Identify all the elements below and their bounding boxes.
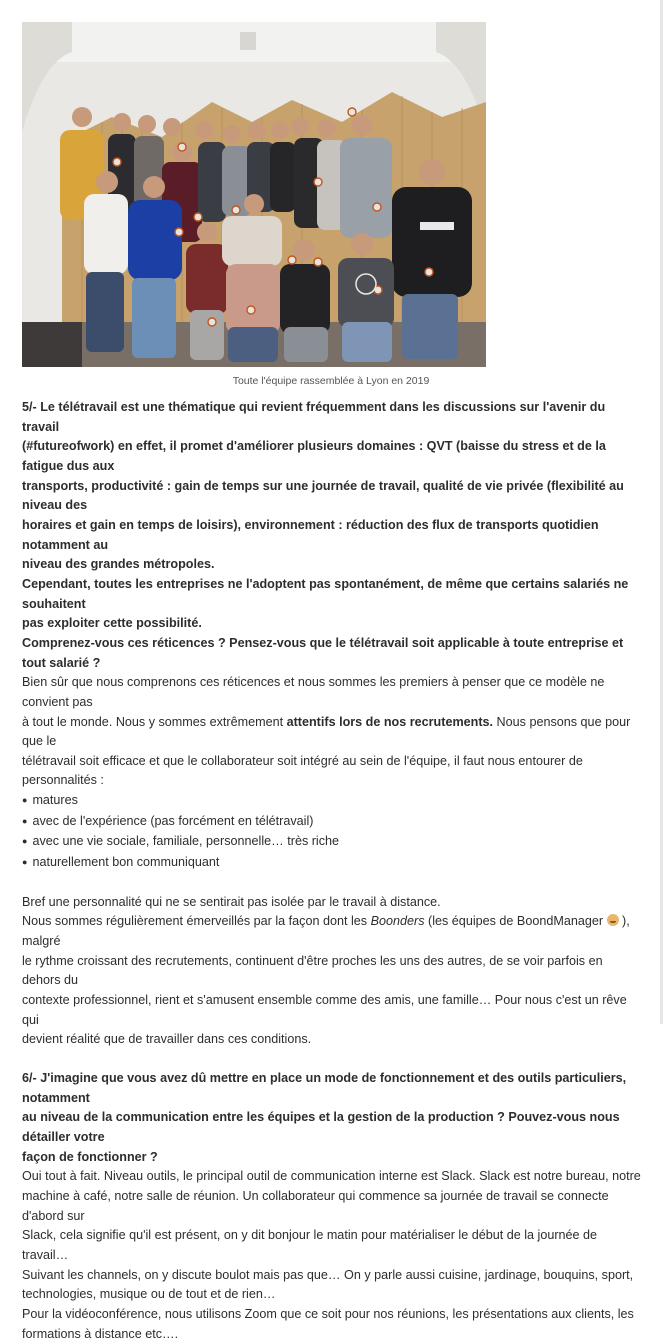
a5-line: le rythme croissant des recrutements, continuent d'être proches les uns des autres, de se voir parfois en dehors du	[22, 953, 603, 988]
a5-emphasis: attentifs lors de nos recrutements.	[286, 714, 494, 729]
a5-text: Nous sommes régulièrement émerveillés par la façon dont les	[22, 914, 371, 929]
a6-line: technologies, musique ou de tout et de rien…	[22, 1287, 276, 1302]
a5-text: Nous pensons que pour que le	[22, 714, 631, 749]
a6-line: Slack, cela signifie qu'il est présent, on y dit bonjour le matin pour matérialiser le début de la journée de travail…	[22, 1228, 598, 1262]
q5-line: Comprenez-vous ces réticences ? Pensez-vous que le télétravail soit applicable à toute entreprise et tout salarié ?	[22, 635, 624, 670]
list-item: ● avec une vie sociale, familiale, personnelle… très riche	[22, 832, 642, 853]
a5-line: contexte professionnel, rient et s'amusent ensemble comme des amis, une famille… Pour nous c'est un rêve qui	[22, 993, 627, 1027]
a6-line: Oui tout à fait. Niveau outils, le principal outil de communication interne est Slack. Slack est notre bureau, notre	[22, 1169, 641, 1184]
q5-line: pas exploiter cette possibilité.	[22, 616, 202, 631]
list-item: ● matures	[22, 791, 642, 812]
team-photo	[22, 22, 486, 367]
photo-caption: Toute l'équipe rassemblée à Lyon en 2019	[232, 375, 430, 387]
q6-line: façon de fonctionner ?	[22, 1149, 158, 1164]
a5-line	[22, 713, 642, 752]
a6-line: formations à distance etc….	[22, 1326, 179, 1341]
list-item: ● avec de l'expérience (pas forcément en télétravail)	[22, 812, 642, 833]
a5-text: ), malgré	[22, 914, 630, 949]
a5-text: (les équipes de BoondManager	[424, 914, 607, 929]
article-body	[22, 398, 642, 1344]
a5-line: télétravail soit efficace et que le collaborateur soit intégré au sein de l'équipe, il faut nous entourer de personnalités :	[22, 753, 583, 788]
a5-text: à tout le monde. Nous y sommes extrêmement	[22, 714, 287, 729]
q5-line: niveau des grandes métropoles.	[22, 557, 215, 572]
team-photo-illustration	[22, 22, 486, 367]
a5-line: Bref une personnalité qui ne se sentirait pas isolée par le travail à distance.	[22, 894, 441, 909]
a5-line: Bien sûr que nous comprenons ces réticences et nous sommes les premiers à penser que ce modèle ne convient pas	[22, 675, 605, 709]
paragraph-gap	[22, 874, 642, 893]
q5-line: 5/- Le télétravail est une thématique qui revient fréquemment dans les discussions sur l'avenir du travail	[22, 400, 606, 434]
q6-line: au niveau de la communication entre les équipes et la gestion de la production ? Pouvez-vous nous détailler votre	[22, 1110, 620, 1144]
paragraph-gap	[22, 1050, 642, 1069]
a6-line: Pour la vidéoconférence, nous utilisons Zoom que ce soit pour nos réunions, les présentations aux clients, les	[22, 1306, 634, 1321]
q5-line: transports, productivité : gain de temps sur une journée de travail, qualité de vie privée (flexibilité au niveau des	[22, 478, 624, 513]
a5-line: devient réalité que de travailler dans ces conditions.	[22, 1032, 312, 1047]
boonders-term: Boonders	[370, 914, 425, 929]
a6-line: Suivant les channels, on y discute boulot mais pas que… On y parle aussi cuisine, jardinage, bouquins, sport,	[22, 1267, 634, 1282]
q5-line: (#futureofwork) en effet, il promet d'améliorer plusieurs domaines : QVT (baisse du stress et de la fatigue dus aux	[22, 439, 606, 473]
a6-line: machine à café, notre salle de réunion. Un collaborateur qui commence sa journée de travail se connecte d'abord sur	[22, 1188, 609, 1223]
q5-line: horaires et gain en temps de loisirs), environnement : réduction des flux de transports quotidien notamment au	[22, 517, 599, 552]
smile-emoji-icon	[607, 914, 619, 926]
a5-line	[22, 912, 642, 951]
list-item: ● naturellement bon communiquant	[22, 853, 642, 874]
q6-line: 6/- J'imagine que vous avez dû mettre en place un mode de fonctionnement et des outils particuliers, notamment	[22, 1071, 627, 1105]
q5-line: Cependant, toutes les entreprises ne l'adoptent pas spontanément, de même que certains salariés ne souhaitent	[22, 576, 629, 611]
